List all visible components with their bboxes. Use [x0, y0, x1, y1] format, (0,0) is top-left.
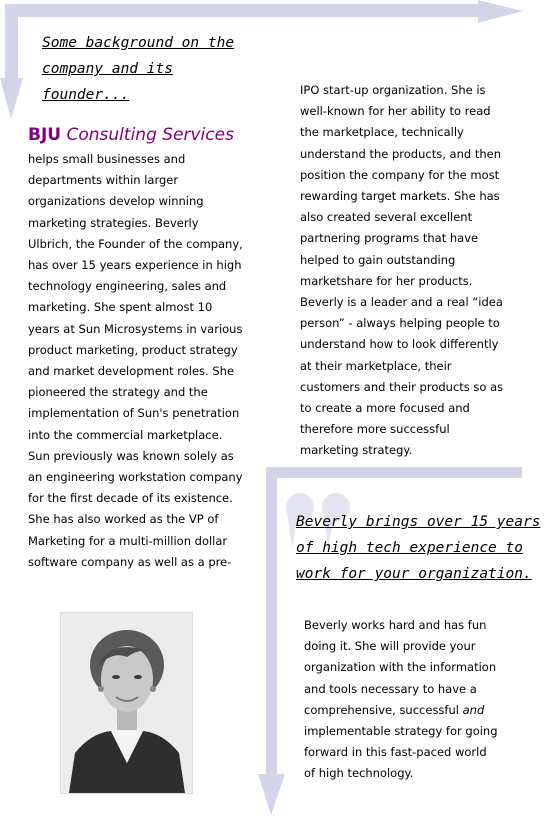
text-line: software company as well as a pre- — [28, 554, 232, 569]
text-line: an engineering workstation company — [28, 470, 243, 485]
text-line: product marketing, product strategy — [28, 342, 238, 357]
right-arrow-head — [478, 0, 523, 23]
bottom-arrow-shaft — [266, 467, 277, 777]
text-line: for the first decade of its existence. — [28, 491, 233, 506]
bottom-arrow-bar — [266, 467, 522, 478]
text-line: marketshare for her products. — [300, 273, 473, 288]
text-line: and tools necessary to have a — [304, 681, 477, 696]
text-line: Beverly works hard and has fun — [304, 618, 487, 632]
text-line: implementation of Sun's penetration — [28, 406, 240, 421]
top-arrow-bar — [5, 4, 483, 17]
text-line: pioneered the strategy and the — [28, 385, 208, 400]
text-line: marketing strategy. — [300, 443, 413, 458]
text-line: position the company for the most — [300, 167, 500, 182]
text-line: Beverly is a leader and a real “idea — [300, 295, 503, 310]
text-line: marketing. She spent almost 10 — [28, 300, 213, 315]
pull-quote — [296, 509, 540, 587]
founder-photo — [60, 612, 193, 794]
text-line: understand how to look differently — [300, 337, 499, 352]
emphasis-text: and — [462, 702, 485, 717]
text-line: person” - always helping people to — [300, 316, 500, 331]
left-arrow-shaft — [5, 4, 18, 80]
text-line: customers and their products so as — [300, 379, 504, 394]
text-line: organizations develop winning — [28, 194, 204, 209]
text-line: comprehensive, successful and — [304, 702, 485, 717]
body-column-left — [28, 149, 243, 573]
text-line: also created several excellent — [300, 210, 473, 225]
text-line: at their marketplace, their — [300, 358, 452, 373]
heading-line: company and its — [42, 61, 173, 77]
company-name — [28, 125, 234, 145]
text-line: technology engineering, sales and — [28, 279, 227, 294]
text-line: into the commercial marketplace. — [28, 427, 223, 442]
text-line: partnering programs that have — [300, 231, 479, 246]
text-line: Sun previously was known solely as — [28, 448, 234, 463]
pull-quote-line: Beverly brings over 15 years — [296, 514, 541, 530]
heading-line: Some background on the — [42, 35, 235, 51]
text-line: understand the products, and then — [300, 146, 501, 161]
text-line: rewarding target markets. She has — [300, 189, 500, 204]
text-line: years at Sun Microsystems in various — [28, 321, 243, 336]
text-line: to create a more focused and — [300, 401, 470, 416]
text-line: Marketing for a multi-million dollar — [28, 533, 228, 548]
body-column-bottom — [304, 615, 498, 785]
section-heading — [42, 30, 272, 108]
text-line: of high technology. — [304, 766, 414, 781]
company-name-bold: BJU — [28, 125, 62, 145]
down-arrow-head-top — [0, 78, 23, 119]
text-line: She has also worked as the VP of — [28, 512, 219, 527]
pull-quote-line: work for your organization. — [296, 566, 532, 582]
text-line: has over 15 years experience in high — [28, 258, 242, 273]
text-line: helps small businesses and — [28, 152, 186, 166]
text-line: therefore more successful — [300, 422, 450, 437]
text-line: departments within larger — [28, 173, 179, 188]
text-line: organization with the information — [304, 660, 497, 675]
portrait-illustration — [61, 613, 192, 793]
text-line: IPO start-up organization. She is — [300, 83, 486, 97]
pull-quote-line: of high tech experience to — [296, 540, 523, 556]
text-line: forward in this fast-paced world — [304, 745, 487, 760]
text-line: the marketplace, technically — [300, 125, 464, 140]
text-line: marketing strategies. Beverly — [28, 215, 199, 230]
text-line: well-known for her ability to read — [300, 104, 491, 119]
text-line: Ulbrich, the Founder of the company, — [28, 236, 243, 251]
down-arrow-head-bottom — [258, 774, 285, 815]
text-line: helped to gain outstanding — [300, 252, 456, 267]
body-column-right — [300, 80, 503, 462]
heading-line: founder... — [42, 87, 130, 103]
company-name-italic: Consulting Services — [66, 125, 234, 145]
text-line: implementable strategy for going — [304, 724, 498, 739]
text-line: doing it. She will provide your — [304, 639, 476, 654]
text-line: and market development roles. She — [28, 364, 235, 379]
